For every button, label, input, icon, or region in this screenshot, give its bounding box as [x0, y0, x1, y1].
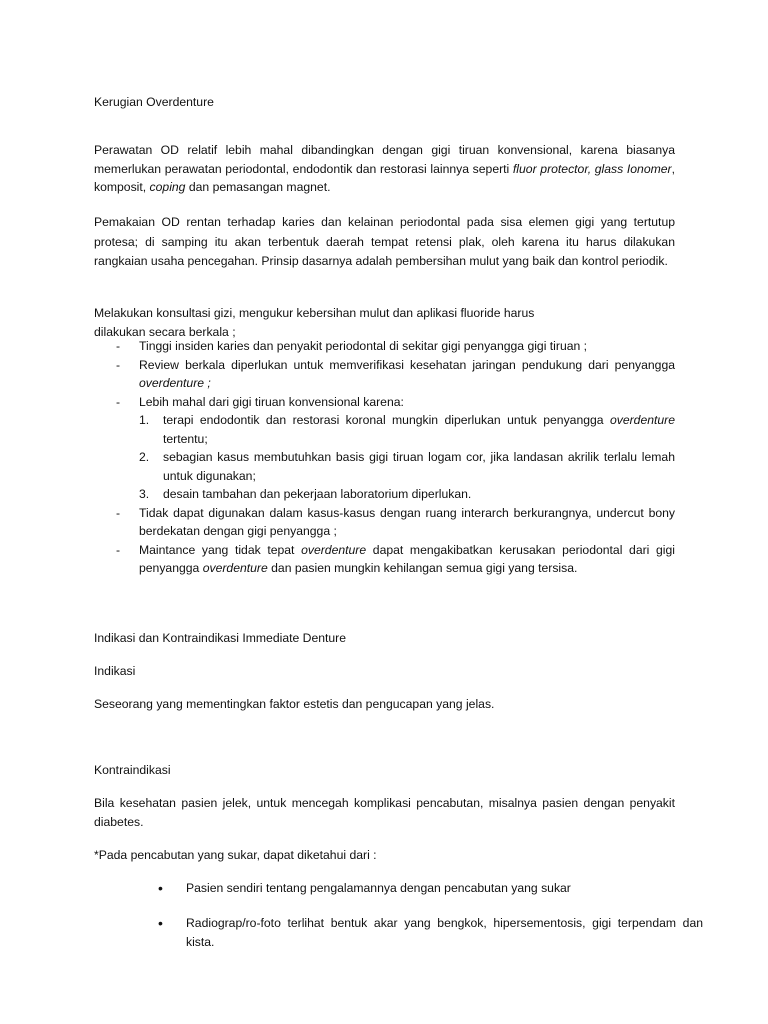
heading-indikasi: Indikasi [94, 664, 136, 678]
number-marker: 3. [139, 487, 150, 501]
numbered-item-text: desain tambahan dan pekerjaan laboratorium diperlukan. [163, 487, 472, 501]
paragraph-cost-text-e: dan pemasangan magnet. [185, 180, 331, 194]
list-item-dash-4 [94, 504, 675, 541]
numbered-item-text: sebagian kasus membutuhkan basis gigi tiruan logam cor, jika landasan akrilik terlalu lemah untuk digunakan; [163, 450, 675, 483]
paragraph-cost-text-c: , komposit, [94, 161, 675, 194]
list-item-text: Tidak dapat digunakan dalam kasus-kasus dengan ruang interarch berkurangnya, undercut bony berdekatan dengan gigi penyangga ; [139, 505, 675, 538]
bullet-item-2 [158, 914, 703, 951]
heading-kontraindikasi: Kontraindikasi [94, 763, 171, 777]
bullet-item-1 [158, 879, 703, 898]
list-item-text: Lebih mahal dari gigi tiruan konvensional karena: [139, 394, 404, 409]
list-item-italic: overdenture [202, 561, 268, 575]
heading-indikasi-kontraindikasi: Indikasi dan Kontraindikasi Immediate Denture [94, 631, 347, 645]
list-item-italic: overdenture ; [139, 376, 211, 390]
paragraph-caries-risk: Pemakaian OD rentan terhadap karies dan kelainan periodontal pada sisa elemen gigi yang tertutup protesa; di samping itu akan terbentuk daerah tempat retensi plak, oleh karena itu harus dilakukan rangkaian usaha pencegahan. Prinsip dasarnya adalah pembersihan mulut yang baik dan kontrol periodik. [94, 215, 675, 268]
numbered-item-2 [139, 448, 675, 485]
paragraph-consultation-line1: Melakukan konsultasi gizi, mengukur kebersihan mulut dan aplikasi fluoride harus [94, 306, 535, 320]
dash-marker: - [116, 394, 121, 409]
list-item-dash-1 [94, 337, 675, 356]
numbered-item-text-end: tertentu; [163, 431, 208, 446]
paragraph-cost-text-a: Perawatan OD relatif lebih mahal dibandingkan dengan gigi tiruan konvensional, karena biasanya memerlukan perawatan periodontal, endodontik dan restorasi lainnya seperti [94, 143, 675, 176]
bullet-item-text: Pasien sendiri tentang pengalamannya dengan pencabutan yang sukar [186, 881, 571, 895]
dash-marker: - [116, 542, 121, 557]
list-item-italic: overdenture [301, 542, 367, 557]
dash-marker: - [116, 357, 121, 372]
heading-kerugian-overdenture: Kerugian Overdenture [94, 95, 214, 109]
paragraph-cost [94, 141, 675, 197]
dash-marker: - [116, 505, 121, 520]
bullet-marker: • [158, 880, 163, 896]
list-item-text: Tinggi insiden karies dan penyakit periodontal di sekitar gigi penyangga gigi tiruan ; [139, 339, 588, 353]
numbered-item-1 [139, 411, 675, 448]
list-item-text: Maintance yang tidak tepat [139, 542, 302, 557]
list-item-text: Review berkala diperlukan untuk memverifikasi kesehatan jaringan pendukung dari penyangga [139, 357, 675, 372]
list-item-text: dan pasien mungkin kehilangan semua gigi yang tersisa. [267, 561, 578, 575]
dash-list [94, 337, 675, 578]
list-item-dash-3 [94, 393, 675, 504]
numbered-item-3 [139, 485, 675, 504]
list-item-dash-5 [94, 541, 675, 578]
paragraph-consultation-line2: dilakukan secara berkala ; [94, 324, 236, 339]
number-marker: 1. [139, 413, 150, 427]
number-marker: 2. [139, 450, 150, 464]
paragraph-note: *Pada pencabutan yang sukar, dapat diketahui dari : [94, 848, 377, 862]
bullet-marker: • [158, 915, 163, 931]
numbered-item-italic: overdenture [609, 413, 675, 427]
paragraph-consultation [94, 304, 675, 341]
numbered-list [139, 411, 675, 504]
paragraph-indikasi: Seseorang yang mementingkan faktor estetis dan pengucapan yang jelas. [94, 697, 495, 711]
paragraph-cost-italic-coping: coping [149, 180, 186, 194]
paragraph-kontraindikasi: Bila kesehatan pasien jelek, untuk mencegah komplikasi pencabutan, misalnya pasien dengan penyakit diabetes. [94, 796, 675, 829]
bullet-item-text: Radiograp/ro-foto terlihat bentuk akar yang bengkok, hipersementosis, gigi terpendam dan kista. [186, 916, 703, 949]
numbered-item-text: terapi endodontik dan restorasi koronal mungkin diperlukan untuk penyangga [163, 413, 610, 427]
paragraph-cost-italic-materials: fluor protector, glass Ionomer [512, 161, 672, 176]
list-item-dash-2 [94, 356, 675, 393]
dash-marker: - [116, 339, 121, 353]
list-item-text: dapat mengakibatkan kerusakan periodontal dari gigi penyangga [139, 542, 675, 575]
